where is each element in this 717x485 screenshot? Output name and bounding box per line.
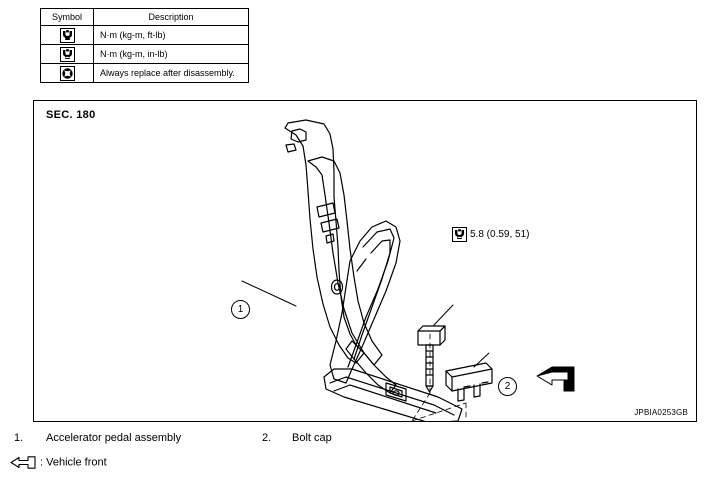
torque-nm-inlb-icon <box>60 47 75 62</box>
vehicle-front-note <box>10 456 107 469</box>
torque-nm-inlb-icon-cell <box>41 45 94 64</box>
always-replace-icon <box>60 66 75 81</box>
table-row <box>41 45 249 64</box>
column-header-symbol: Symbol <box>41 9 94 26</box>
legend-number-2: 2. <box>262 432 272 444</box>
symbol-description: N·m (kg-m, ft-lb) <box>94 26 249 45</box>
table-row <box>41 26 249 45</box>
figure-panel <box>33 100 697 422</box>
accelerator-pedal-illustration <box>34 101 696 421</box>
legend-row <box>10 432 710 452</box>
symbol-description: Always replace after disassembly. <box>94 64 249 83</box>
legend-text-2: Bolt cap <box>292 432 332 444</box>
vehicle-front-arrow-icon <box>10 456 36 469</box>
torque-nm-ftlb-icon-cell <box>41 26 94 45</box>
vehicle-front-arrow-icon <box>537 367 574 391</box>
parts-legend <box>10 432 710 452</box>
always-replace-icon-cell <box>41 64 94 83</box>
callout-1: 1 <box>231 300 250 319</box>
torque-nm-ftlb-icon <box>60 28 75 43</box>
legend-text-1: Accelerator pedal assembly <box>46 432 182 444</box>
callout-2: 2 <box>498 377 517 396</box>
legend-number-1: 1. <box>14 432 24 444</box>
table-row <box>41 64 249 83</box>
torque-spec-label <box>452 227 529 242</box>
symbol-description: N·m (kg-m, in-lb) <box>94 45 249 64</box>
symbol-legend-table <box>40 8 249 83</box>
vehicle-front-label: : Vehicle front <box>40 456 107 469</box>
column-header-description: Description <box>94 9 249 26</box>
table-header-row <box>41 9 249 26</box>
section-label: SEC. 180 <box>46 109 96 121</box>
torque-nm-inlb-icon <box>452 227 467 242</box>
torque-spec-value: 5.8 (0.59, 51) <box>470 229 530 241</box>
figure-code: JPBIA0253GB <box>634 408 688 417</box>
